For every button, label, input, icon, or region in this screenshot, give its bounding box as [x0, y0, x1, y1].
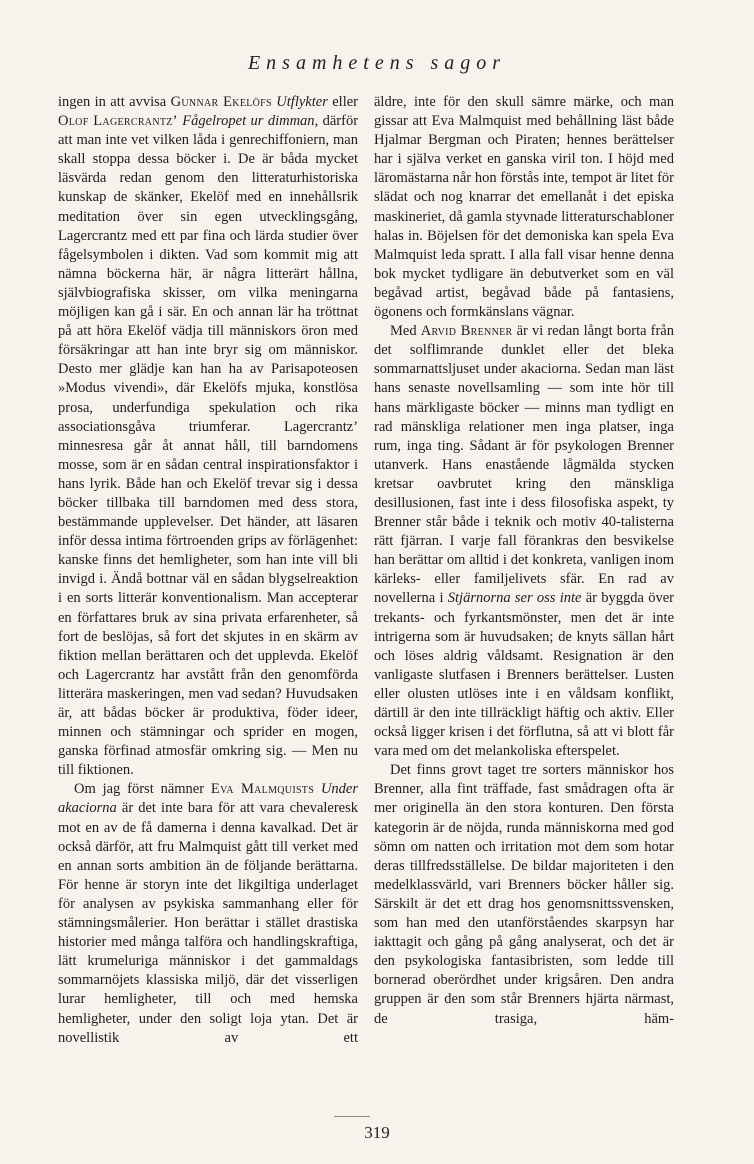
- paragraph: Om jag först nämner Eva Malmquists Under akaciorna är det inte bara för att vara chevaleresk mot en av de få damerna i denna kavalkad. Det är också därför, att fru Malmquist gått till verket med en annan sorts ambition än de följande berättarna. För henne är storyn inte det likgiltiga underlaget för analysen av psykiska sammanhang eller för stämningsmålerier. Hon berättar i stället drastiska historier med många talföra och handlingskraftiga, lätt krumeluriga människor i det gammaldags sommarnöjets klassiska miljö, där det visserligen lurar hemligheter, till och med hemska hemligheter, under den soligt loja ytan. Det är novellistik av ett: [58, 781, 358, 1046]
- page-number: 319: [364, 1123, 390, 1142]
- footer-rule: [334, 1116, 370, 1117]
- author-name: Eva Malmquists: [210, 781, 315, 798]
- paragraph: Det finns grovt taget tre sorters människor hos Brenner, alla fint träffade, fast smådragen ofta är mer originella än den stora konturen. Den första kategorin är de nöjda, runda människorna med god sömn om natten och irritation mot dem som hotar deras tillfredsställelse. De bildar majoriteten i den medelklassvärld, vari Brenners böcker håller sig. Särskilt är det ett drag hos genomsnittssvensken, som han med den utanförståendes skarpsyn har iakttagit och gång på gång analyserat, och det är den psykologiska fantasibristen, som ledde till bornerad oberördhet under krigsåren. Den andra gruppen är den som står Brenners hjärta närmast, de trasiga, häm-: [374, 762, 674, 1027]
- author-name: Gunnar Ekelöfs: [170, 94, 272, 110]
- paragraph: Med Arvid Brenner är vi redan långt borta från det solflimrande dunklet eller det bleka sommarnattsljuset under akaciorna. Sedan man läst hans senaste novellsamling — som inte hör till hans märkligaste böcker — minns man tydligt en rad mänskliga relationer men inga platser, inga rum, inga ting. Sådant är för psykologen Brenner utanverk. Hans enastående lågmälda stycken kretsar oavbrutet kring den mänskliga desillusionen, fast inte i dess filosofiska aspekt, ty Brenner står både i teknik och motiv 40-talisterna rätt fjärran. I varje fall förankras den besvikelse han berättar om alltid i det konkreta, vanligen inom kärleks- eller familjelivets sfär. En rad av novellerna i Stjärnorna ser oss inte är byggda över trekants- och fyrkantsmönster, men det är inte intrigerna som är huvudsaken; de knyts sällan hårt och löses aldrig våldsamt. Resignation är den vanligaste slutfasen i Brenners berättelser. Lusten eller olusten utlöses inte i en våldsam konflikt, därtill är den inte tillräckligt häftig och aktiv. Eller också ligger krisen i det förflutna, så att vi blott får vara med om det melankoliska efterspelet.: [374, 323, 674, 760]
- right-column: [374, 93, 674, 1029]
- book-title: Fågelropet ur dimman: [182, 113, 315, 130]
- paragraph: äldre, inte för den skull sämre märke, och man gissar att Eva Malmquist med behållning läst både Hjalmar Bergman och Piraten; hennes berättelser har i själva verket en ganska viril ton. I höjd med läromästarna når hon förstås inte, tempot är litet för slädat och nog knarrar det emellanåt i det episka maskineriet, då gamla styvnade litteraturschabloner halas in. Böjelsen för det demoniska kan spela Eva Malmquist leda spratt. I alla fall visar henne denna bok mycket tydligare än debutverket som en väl begåvad artist, begåvad både på fantasiens, ögonens och formkänslans vägnar.: [374, 94, 674, 321]
- paragraph: ingen in att avvisa Gunnar Ekelöfs Utflykter eller Olof Lagercrantz’ Fågelropet ur dimman, därför att man inte vet vilken låda i genrechiffoniern, man skall stoppa dessa böcker i. De är båda mycket läsvärda redan genom den litteraturhistoriska kunskap de skänker, Ekelöf med en innehållsrik meditation över sin egen utvecklingsgång, Lagercrantz med ett par fina och lärda studier över fågelsymbolen i dikten. Vad som kommit mig att nämna böckerna här, är några litterärt hållna, självbiografiska skisser, om vilka meningarna möjligen kan gå i sär. En och annan lär ha tröttnat på att höra Ekelöf vädja till människors öron med försäkringar att han inte bryr sig om människor. Desto mer glädje kan han ha av Parisapoteosen »Modus vivendi», där Ekelöfs mjuka, konstlösa prosa, underfundiga spekulation och rika associationsgåva triumferar. Lagercrantz’ minnesresa går åt annat håll, till barndomens mosse, som är en sådan central inspirationsfaktor i hans lyrik. Både han och Ekelöf trevar sig i dessa böcker tillbaka till barndomen med dess stora, bestämmande upplevelser. Det händer, att läsaren inför dessa intima förtroenden grips av förlägenhet: kanske finns det hemligheter, som han inte vill bli invigd i. Ändå bottnar väl en sådan blygselreaktion i en sorts litterär konventionalism. Man accepterar en författares bruk av sina privata erfarenheter, så fort de beslöjas, så fort det skjutes in en skärm av fiktion mellan berättaren och det upplevda. Ekelöf och Lagercrantz har avstått från den genomförda litterära maskeringen, men vad sedan? Huvudsaken är, att bådas böcker är produktiva, föder ideer, minnen och stämningar och sprider en mogen, ganska förfinad atmosfär omkring sig. — Men nu till fiktionen.: [58, 94, 359, 779]
- book-title: Stjärnorna ser oss inte: [447, 590, 582, 607]
- running-title: Ensamhetens sagor: [247, 52, 507, 74]
- author-name: Arvid Brenner: [420, 323, 513, 340]
- book-title: Utflykter: [276, 94, 328, 110]
- author-name: Olof Lagercrantz’: [58, 113, 178, 130]
- left-column: [58, 93, 358, 1048]
- book-title: Under akaciorna: [58, 781, 358, 817]
